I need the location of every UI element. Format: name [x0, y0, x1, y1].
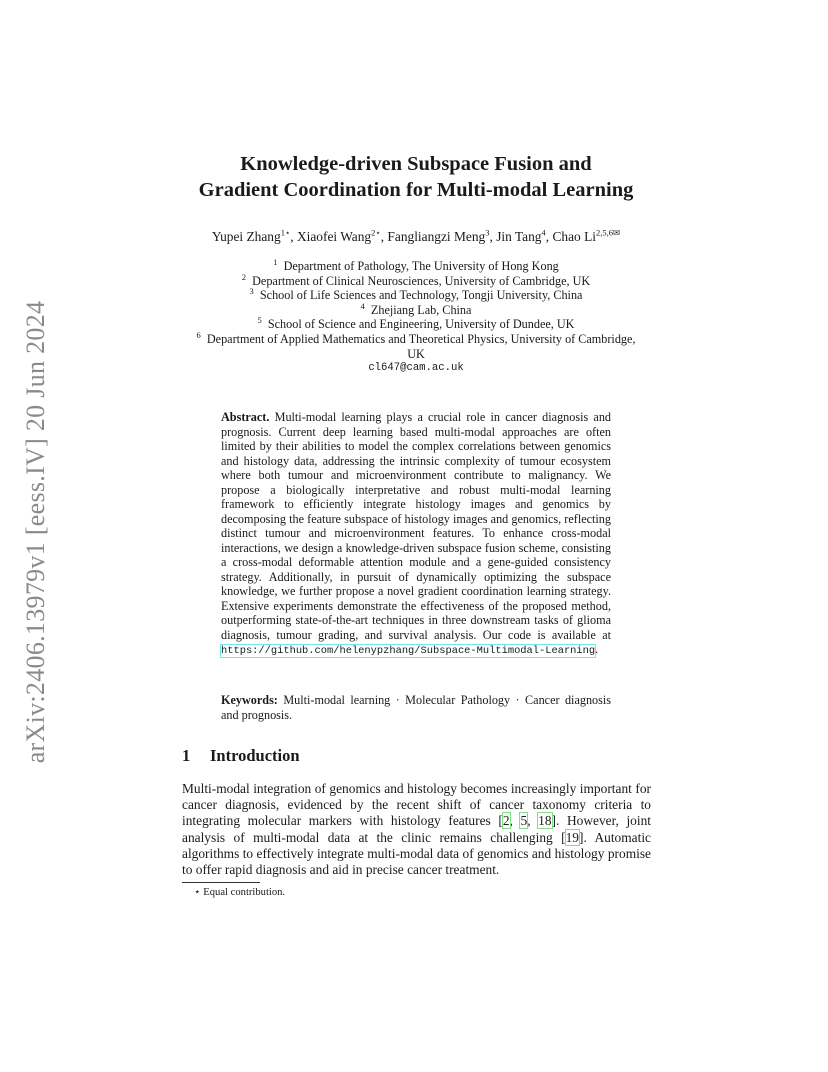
author-name: Xiaofei Wang: [296, 229, 372, 244]
footnote-rule: [182, 882, 260, 883]
intro-paragraph: [182, 781, 651, 878]
citation-separator: ,: [509, 813, 521, 829]
keywords-label: Keywords:: [221, 693, 278, 707]
intro-text: ]. Automatic algorithms to effectively integrate multi-modal data of genomics and histology promise to offer rapid diagnosis and aid in precise cancer treatment.: [182, 829, 651, 878]
keywords-text: Multi-modal learning · Molecular Pathology · Cancer diagnosis and prognosis.: [221, 693, 612, 722]
author-list: [140, 229, 692, 245]
arxiv-stamp-text: arXiv:2406.13979v1 [eess.IV] 20 Jun 2024: [21, 300, 50, 764]
author-separator: ,: [380, 229, 388, 244]
abstract-label: Abstract.: [221, 410, 270, 424]
affiliation: [190, 288, 642, 303]
footnote-text: Equal contribution.: [200, 887, 286, 898]
author-sup: 3: [485, 227, 490, 238]
keywords: [221, 693, 611, 722]
author-sup: 2,5,6✉: [595, 227, 621, 238]
section-title: Introduction: [210, 746, 300, 765]
citation-link[interactable]: 2: [502, 813, 510, 829]
section-number: 1: [182, 746, 191, 765]
author-separator: ,: [545, 229, 553, 244]
title-line-1: Knowledge-driven Subspace Fusion and: [240, 153, 592, 175]
citation-separator: ,: [527, 813, 539, 829]
author-name: Yupei Zhang: [211, 229, 281, 244]
paper-title: [140, 151, 692, 203]
author-sup: 2⋆: [371, 227, 381, 238]
affiliation-text: School of Science and Engineering, University of Dundee, UK: [267, 317, 575, 332]
code-link[interactable]: https://github.com/helenypzhang/Subspace-Multimodal-Learning: [221, 645, 596, 657]
affiliation-sup: 5: [257, 315, 262, 326]
citation-link[interactable]: 5: [520, 813, 528, 829]
abstract: [221, 410, 611, 659]
footnote-mark: ⋆: [194, 887, 201, 898]
author-separator: ,: [489, 229, 497, 244]
abstract-end: .: [595, 642, 599, 656]
author-sup: 1⋆: [280, 227, 291, 238]
affiliation-list: [190, 256, 642, 376]
affiliation-text: Department of Clinical Neurosciences, University of Cambridge, UK: [252, 273, 591, 288]
author-name: Chao Li: [552, 229, 596, 244]
affiliation-text: Department of Applied Mathematics and Theoretical Physics, University of Cambridge, UK: [206, 331, 636, 361]
affiliation: [190, 317, 642, 332]
affiliation: [190, 256, 642, 274]
abstract-text: Multi-modal learning plays a crucial role in cancer diagnosis and prognosis. Current deep learning based multi-modal approaches are often limited by their abilities to model the complex correlations between genomics and histology data, addressing the intrinsic complexity of tumour ecosystem where both tumour and microenvironment contribute to malignancy. We propose a biologically interpretative and robust multi-modal learning framework to efficiently integrate histology images and genomics by decomposing the feature subspace of histology images and genomics, reflecting distinct tumour and microenvironment features. To enhance cross-modal interactions, we design a knowledge-driven subspace fusion scheme, consisting a cross-modal deformable attention module and a gene-guided consistency strategy. Additionally, in pursuit of dynamically optimizing the subspace knowledge, we further propose a novel gradient coordination learning strategy. Extensive experiments demonstrate the effectiveness of the proposed method, outperforming state-of-the-art techniques in three downstream tasks of glioma diagnosis, tumour grading, and survival analysis. Our code is available at: [221, 410, 612, 642]
affiliation-sup: 4: [360, 300, 365, 311]
affiliation-sup: 1: [273, 256, 278, 267]
affiliation-text: School of Life Sciences and Technology, Tongji University, China: [259, 288, 583, 303]
affiliation: [190, 271, 642, 289]
footnote: [194, 886, 285, 898]
citation-link[interactable]: 19: [565, 829, 579, 845]
author-name: Jin Tang: [496, 229, 542, 244]
intro-text: Multi-modal integration of genomics and histology becomes increasingly important for cancer diagnosis, evidenced by the recent shift of cancer taxonomy criteria to integrating molecular markers with histology features [: [182, 781, 651, 829]
author-separator: ,: [290, 229, 297, 244]
title-line-2: Gradient Coordination for Multi-modal Learning: [198, 179, 634, 201]
affiliation-sup: 2: [241, 271, 247, 282]
affiliation-sup: 6: [196, 329, 201, 340]
affiliation-text: Department of Pathology, The University of Hong Kong: [283, 259, 559, 273]
section-heading: [182, 746, 300, 766]
affiliation-sup: 3: [249, 286, 254, 297]
intro-text: ]. However, joint analysis of multi-modal data at the clinic remains challenging [: [182, 813, 652, 845]
email[interactable]: cl647@cam.ac.uk: [368, 362, 464, 375]
affiliation-text: Zhejiang Lab, China: [370, 302, 472, 317]
affiliation: [190, 329, 642, 361]
citation-link[interactable]: 18: [538, 813, 552, 829]
arxiv-stamp: [6, 292, 66, 772]
author-sup: 4: [541, 227, 546, 238]
author-name: Fangliangzi Meng: [387, 229, 486, 244]
